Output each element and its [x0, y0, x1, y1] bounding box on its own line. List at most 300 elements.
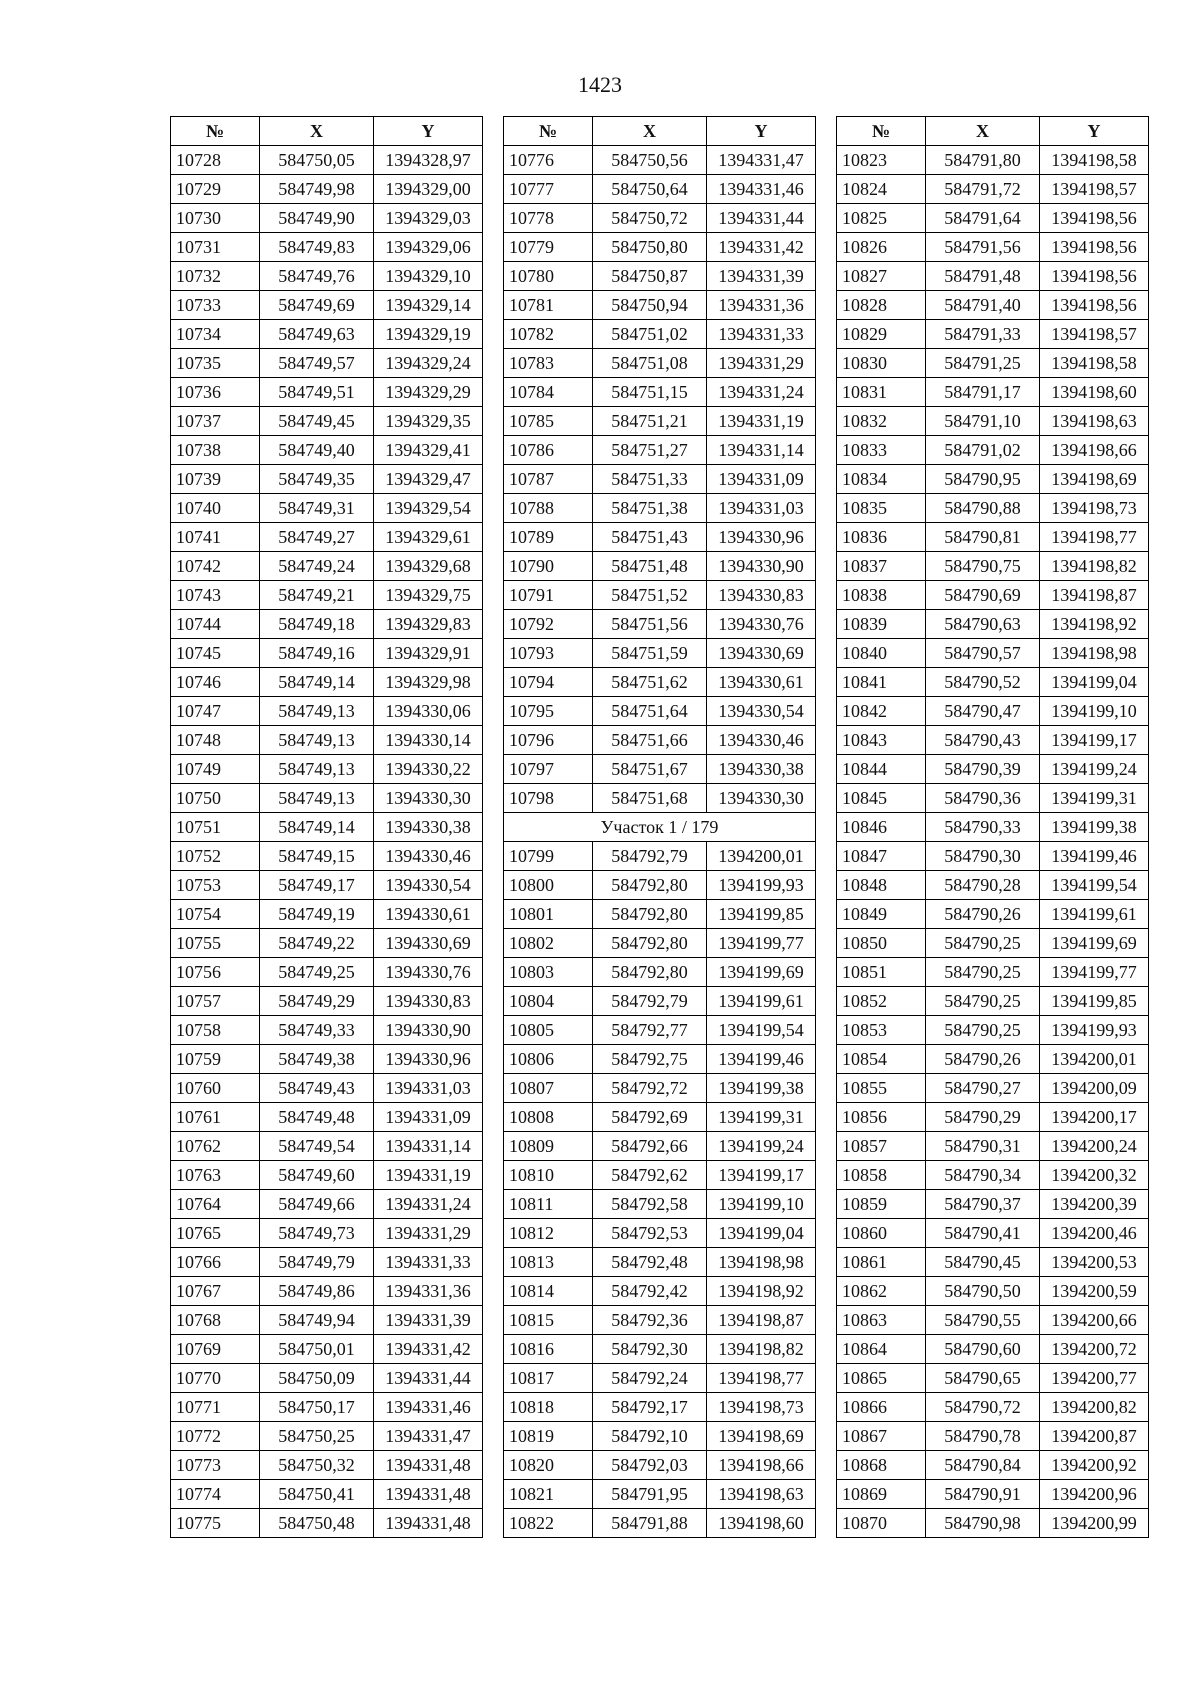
y-coordinate-cell: 1394198,87	[707, 1306, 816, 1335]
point-number-cell: 10757	[171, 987, 260, 1016]
table-row	[171, 204, 483, 233]
point-number-cell: 10741	[171, 523, 260, 552]
table-row	[171, 1190, 483, 1219]
table-header-row	[504, 117, 816, 146]
x-coordinate-cell: 584790,65	[926, 1364, 1040, 1393]
y-coordinate-cell: 1394330,90	[374, 1016, 483, 1045]
y-coordinate-cell: 1394198,66	[1040, 436, 1149, 465]
x-coordinate-cell: 584749,94	[260, 1306, 374, 1335]
x-coordinate-cell: 584791,25	[926, 349, 1040, 378]
x-coordinate-cell: 584790,36	[926, 784, 1040, 813]
y-coordinate-cell: 1394330,14	[374, 726, 483, 755]
table-row	[171, 1132, 483, 1161]
table-row	[837, 1074, 1149, 1103]
x-coordinate-cell: 584749,54	[260, 1132, 374, 1161]
y-coordinate-cell: 1394329,00	[374, 175, 483, 204]
point-number-cell: 10817	[504, 1364, 593, 1393]
x-coordinate-cell: 584790,84	[926, 1451, 1040, 1480]
y-coordinate-cell: 1394198,63	[1040, 407, 1149, 436]
x-coordinate-cell: 584790,25	[926, 1016, 1040, 1045]
table-row	[837, 1335, 1149, 1364]
table-row	[504, 1103, 816, 1132]
point-number-cell: 10731	[171, 233, 260, 262]
point-number-cell: 10781	[504, 291, 593, 320]
y-coordinate-cell: 1394199,31	[1040, 784, 1149, 813]
point-number-cell: 10753	[171, 871, 260, 900]
table-row	[837, 1364, 1149, 1393]
point-number-cell: 10828	[837, 291, 926, 320]
table-row	[171, 1480, 483, 1509]
table-row	[504, 1277, 816, 1306]
table-row	[504, 842, 816, 871]
x-coordinate-cell: 584792,75	[593, 1045, 707, 1074]
table-row	[837, 1306, 1149, 1335]
point-number-cell: 10844	[837, 755, 926, 784]
table-row	[837, 958, 1149, 987]
point-number-cell: 10737	[171, 407, 260, 436]
table-row	[504, 378, 816, 407]
point-number-cell: 10758	[171, 1016, 260, 1045]
table-row	[837, 233, 1149, 262]
y-coordinate-cell: 1394198,60	[1040, 378, 1149, 407]
x-coordinate-cell: 584792,58	[593, 1190, 707, 1219]
point-number-cell: 10837	[837, 552, 926, 581]
table-row	[837, 755, 1149, 784]
x-coordinate-cell: 584749,24	[260, 552, 374, 581]
x-coordinate-cell: 584751,68	[593, 784, 707, 813]
y-coordinate-cell: 1394330,76	[707, 610, 816, 639]
table-row	[837, 610, 1149, 639]
x-coordinate-cell: 584749,13	[260, 697, 374, 726]
point-number-cell: 10745	[171, 639, 260, 668]
point-number-cell: 10839	[837, 610, 926, 639]
y-coordinate-cell: 1394198,82	[1040, 552, 1149, 581]
x-coordinate-cell: 584751,59	[593, 639, 707, 668]
table-row	[504, 1393, 816, 1422]
table-row	[171, 233, 483, 262]
x-coordinate-cell: 584749,48	[260, 1103, 374, 1132]
x-coordinate-cell: 584791,95	[593, 1480, 707, 1509]
x-coordinate-cell: 584749,83	[260, 233, 374, 262]
x-coordinate-cell: 584751,43	[593, 523, 707, 552]
x-coordinate-cell: 584750,17	[260, 1393, 374, 1422]
point-number-cell: 10835	[837, 494, 926, 523]
x-coordinate-cell: 584792,42	[593, 1277, 707, 1306]
x-coordinate-cell: 584751,27	[593, 436, 707, 465]
table-row	[171, 813, 483, 842]
point-number-cell: 10858	[837, 1161, 926, 1190]
point-number-cell: 10748	[171, 726, 260, 755]
table-row	[837, 204, 1149, 233]
point-number-cell: 10739	[171, 465, 260, 494]
y-coordinate-cell: 1394330,61	[707, 668, 816, 697]
table-row	[504, 1480, 816, 1509]
point-number-cell: 10751	[171, 813, 260, 842]
table-row	[171, 755, 483, 784]
x-coordinate-cell: 584790,28	[926, 871, 1040, 900]
table-row	[837, 1045, 1149, 1074]
point-number-cell: 10752	[171, 842, 260, 871]
point-number-cell: 10814	[504, 1277, 593, 1306]
page-number: 1423	[578, 72, 622, 97]
x-coordinate-cell: 584791,64	[926, 204, 1040, 233]
x-coordinate-cell: 584790,57	[926, 639, 1040, 668]
header-x: X	[926, 117, 1040, 146]
x-coordinate-cell: 584790,63	[926, 610, 1040, 639]
point-number-cell: 10861	[837, 1248, 926, 1277]
y-coordinate-cell: 1394198,77	[707, 1364, 816, 1393]
x-coordinate-cell: 584751,21	[593, 407, 707, 436]
point-number-cell: 10804	[504, 987, 593, 1016]
point-number-cell: 10860	[837, 1219, 926, 1248]
y-coordinate-cell: 1394331,14	[374, 1132, 483, 1161]
table-row	[837, 1451, 1149, 1480]
x-coordinate-cell: 584792,66	[593, 1132, 707, 1161]
x-coordinate-cell: 584790,69	[926, 581, 1040, 610]
point-number-cell: 10853	[837, 1016, 926, 1045]
header-no: №	[171, 117, 260, 146]
x-coordinate-cell: 584790,72	[926, 1393, 1040, 1422]
x-coordinate-cell: 584791,17	[926, 378, 1040, 407]
point-number-cell: 10856	[837, 1103, 926, 1132]
y-coordinate-cell: 1394200,01	[1040, 1045, 1149, 1074]
y-coordinate-cell: 1394199,46	[707, 1045, 816, 1074]
point-number-cell: 10849	[837, 900, 926, 929]
y-coordinate-cell: 1394199,38	[707, 1074, 816, 1103]
point-number-cell: 10793	[504, 639, 593, 668]
table-row	[837, 668, 1149, 697]
table-row	[837, 523, 1149, 552]
point-number-cell: 10818	[504, 1393, 593, 1422]
y-coordinate-cell: 1394330,22	[374, 755, 483, 784]
y-coordinate-cell: 1394198,77	[1040, 523, 1149, 552]
x-coordinate-cell: 584749,73	[260, 1219, 374, 1248]
y-coordinate-cell: 1394199,54	[707, 1016, 816, 1045]
point-number-cell: 10830	[837, 349, 926, 378]
point-number-cell: 10754	[171, 900, 260, 929]
y-coordinate-cell: 1394200,66	[1040, 1306, 1149, 1335]
x-coordinate-cell: 584749,76	[260, 262, 374, 291]
y-coordinate-cell: 1394331,09	[374, 1103, 483, 1132]
x-coordinate-cell: 584790,39	[926, 755, 1040, 784]
point-number-cell: 10744	[171, 610, 260, 639]
x-coordinate-cell: 584790,26	[926, 900, 1040, 929]
y-coordinate-cell: 1394331,47	[374, 1422, 483, 1451]
point-number-cell: 10749	[171, 755, 260, 784]
y-coordinate-cell: 1394199,17	[1040, 726, 1149, 755]
x-coordinate-cell: 584792,62	[593, 1161, 707, 1190]
point-number-cell: 10838	[837, 581, 926, 610]
y-coordinate-cell: 1394331,19	[707, 407, 816, 436]
y-coordinate-cell: 1394198,63	[707, 1480, 816, 1509]
table-row	[171, 494, 483, 523]
point-number-cell: 10763	[171, 1161, 260, 1190]
y-coordinate-cell: 1394199,93	[707, 871, 816, 900]
x-coordinate-cell: 584792,17	[593, 1393, 707, 1422]
table-row	[171, 639, 483, 668]
point-number-cell: 10842	[837, 697, 926, 726]
y-coordinate-cell: 1394331,33	[707, 320, 816, 349]
y-coordinate-cell: 1394198,92	[707, 1277, 816, 1306]
table-row	[171, 1161, 483, 1190]
point-number-cell: 10778	[504, 204, 593, 233]
table-row	[504, 436, 816, 465]
point-number-cell: 10787	[504, 465, 593, 494]
table-row	[504, 581, 816, 610]
point-number-cell: 10825	[837, 204, 926, 233]
table-row	[504, 1016, 816, 1045]
point-number-cell: 10855	[837, 1074, 926, 1103]
x-coordinate-cell: 584792,03	[593, 1451, 707, 1480]
point-number-cell: 10795	[504, 697, 593, 726]
y-coordinate-cell: 1394330,76	[374, 958, 483, 987]
point-number-cell: 10819	[504, 1422, 593, 1451]
y-coordinate-cell: 1394200,09	[1040, 1074, 1149, 1103]
table-row	[837, 842, 1149, 871]
table-row	[504, 349, 816, 378]
table-row	[837, 1480, 1149, 1509]
point-number-cell: 10797	[504, 755, 593, 784]
table-row	[504, 755, 816, 784]
x-coordinate-cell: 584749,16	[260, 639, 374, 668]
x-coordinate-cell: 584749,69	[260, 291, 374, 320]
x-coordinate-cell: 584749,86	[260, 1277, 374, 1306]
coordinates-table-2	[503, 116, 816, 1538]
table-row	[504, 1451, 816, 1480]
y-coordinate-cell: 1394198,69	[707, 1422, 816, 1451]
table-row	[504, 610, 816, 639]
x-coordinate-cell: 584749,14	[260, 813, 374, 842]
y-coordinate-cell: 1394331,29	[707, 349, 816, 378]
point-number-cell: 10847	[837, 842, 926, 871]
y-coordinate-cell: 1394329,47	[374, 465, 483, 494]
point-number-cell: 10851	[837, 958, 926, 987]
point-number-cell: 10774	[171, 1480, 260, 1509]
x-coordinate-cell: 584792,53	[593, 1219, 707, 1248]
table-row	[171, 1335, 483, 1364]
table-row	[171, 1248, 483, 1277]
y-coordinate-cell: 1394329,14	[374, 291, 483, 320]
header-no: №	[504, 117, 593, 146]
y-coordinate-cell: 1394331,46	[707, 175, 816, 204]
table-row	[171, 726, 483, 755]
point-number-cell: 10870	[837, 1509, 926, 1538]
y-coordinate-cell: 1394198,82	[707, 1335, 816, 1364]
section-label: Участок 1 / 179	[504, 813, 816, 842]
y-coordinate-cell: 1394331,39	[374, 1306, 483, 1335]
x-coordinate-cell: 584749,79	[260, 1248, 374, 1277]
table-row	[837, 871, 1149, 900]
point-number-cell: 10783	[504, 349, 593, 378]
y-coordinate-cell: 1394331,39	[707, 262, 816, 291]
point-number-cell: 10805	[504, 1016, 593, 1045]
y-coordinate-cell: 1394329,35	[374, 407, 483, 436]
y-coordinate-cell: 1394329,98	[374, 668, 483, 697]
x-coordinate-cell: 584751,67	[593, 755, 707, 784]
x-coordinate-cell: 584751,66	[593, 726, 707, 755]
y-coordinate-cell: 1394200,59	[1040, 1277, 1149, 1306]
y-coordinate-cell: 1394329,91	[374, 639, 483, 668]
point-number-cell: 10857	[837, 1132, 926, 1161]
point-number-cell: 10771	[171, 1393, 260, 1422]
point-number-cell: 10808	[504, 1103, 593, 1132]
table-row	[837, 726, 1149, 755]
point-number-cell: 10810	[504, 1161, 593, 1190]
table-row	[504, 668, 816, 697]
x-coordinate-cell: 584751,33	[593, 465, 707, 494]
table-row	[504, 726, 816, 755]
x-coordinate-cell: 584750,87	[593, 262, 707, 291]
y-coordinate-cell: 1394199,17	[707, 1161, 816, 1190]
x-coordinate-cell: 584792,24	[593, 1364, 707, 1393]
point-number-cell: 10740	[171, 494, 260, 523]
y-coordinate-cell: 1394199,61	[707, 987, 816, 1016]
y-coordinate-cell: 1394331,42	[374, 1335, 483, 1364]
y-coordinate-cell: 1394329,54	[374, 494, 483, 523]
y-coordinate-cell: 1394199,69	[707, 958, 816, 987]
y-coordinate-cell: 1394198,92	[1040, 610, 1149, 639]
y-coordinate-cell: 1394331,24	[707, 378, 816, 407]
y-coordinate-cell: 1394199,38	[1040, 813, 1149, 842]
x-coordinate-cell: 584749,90	[260, 204, 374, 233]
x-coordinate-cell: 584790,25	[926, 987, 1040, 1016]
y-coordinate-cell: 1394199,31	[707, 1103, 816, 1132]
x-coordinate-cell: 584749,38	[260, 1045, 374, 1074]
point-number-cell: 10800	[504, 871, 593, 900]
point-number-cell: 10755	[171, 929, 260, 958]
y-coordinate-cell: 1394199,10	[1040, 697, 1149, 726]
table-row	[837, 1219, 1149, 1248]
y-coordinate-cell: 1394198,56	[1040, 204, 1149, 233]
table-row	[504, 1219, 816, 1248]
x-coordinate-cell: 584751,08	[593, 349, 707, 378]
point-number-cell: 10761	[171, 1103, 260, 1132]
point-number-cell: 10812	[504, 1219, 593, 1248]
y-coordinate-cell: 1394198,87	[1040, 581, 1149, 610]
y-coordinate-cell: 1394200,77	[1040, 1364, 1149, 1393]
table-row	[171, 987, 483, 1016]
y-coordinate-cell: 1394198,60	[707, 1509, 816, 1538]
y-coordinate-cell: 1394331,24	[374, 1190, 483, 1219]
point-number-cell: 10823	[837, 146, 926, 175]
table-row	[171, 291, 483, 320]
y-coordinate-cell: 1394331,19	[374, 1161, 483, 1190]
x-coordinate-cell: 584790,91	[926, 1480, 1040, 1509]
header-y: Y	[1040, 117, 1149, 146]
table-row	[171, 581, 483, 610]
y-coordinate-cell: 1394331,36	[374, 1277, 483, 1306]
point-number-cell: 10867	[837, 1422, 926, 1451]
y-coordinate-cell: 1394200,99	[1040, 1509, 1149, 1538]
point-number-cell: 10833	[837, 436, 926, 465]
y-coordinate-cell: 1394199,61	[1040, 900, 1149, 929]
x-coordinate-cell: 584791,40	[926, 291, 1040, 320]
table-row	[504, 407, 816, 436]
table-row	[504, 1132, 816, 1161]
table-row	[504, 552, 816, 581]
x-coordinate-cell: 584750,05	[260, 146, 374, 175]
y-coordinate-cell: 1394330,83	[707, 581, 816, 610]
x-coordinate-cell: 584792,80	[593, 871, 707, 900]
x-coordinate-cell: 584792,30	[593, 1335, 707, 1364]
table-row	[171, 1219, 483, 1248]
table-row	[171, 1277, 483, 1306]
table-row	[504, 1190, 816, 1219]
x-coordinate-cell: 584790,25	[926, 958, 1040, 987]
y-coordinate-cell: 1394198,57	[1040, 175, 1149, 204]
point-number-cell: 10826	[837, 233, 926, 262]
y-coordinate-cell: 1394329,06	[374, 233, 483, 262]
x-coordinate-cell: 584791,48	[926, 262, 1040, 291]
y-coordinate-cell: 1394331,33	[374, 1248, 483, 1277]
x-coordinate-cell: 584750,64	[593, 175, 707, 204]
table-row	[504, 1045, 816, 1074]
y-coordinate-cell: 1394199,77	[1040, 958, 1149, 987]
x-coordinate-cell: 584792,80	[593, 900, 707, 929]
header-no: №	[837, 117, 926, 146]
point-number-cell: 10762	[171, 1132, 260, 1161]
y-coordinate-cell: 1394200,96	[1040, 1480, 1149, 1509]
point-number-cell: 10824	[837, 175, 926, 204]
x-coordinate-cell: 584751,15	[593, 378, 707, 407]
table-row	[504, 465, 816, 494]
y-coordinate-cell: 1394330,46	[707, 726, 816, 755]
point-number-cell: 10843	[837, 726, 926, 755]
point-number-cell: 10831	[837, 378, 926, 407]
table-row	[837, 146, 1149, 175]
table-row	[171, 1364, 483, 1393]
y-coordinate-cell: 1394200,82	[1040, 1393, 1149, 1422]
y-coordinate-cell: 1394198,98	[1040, 639, 1149, 668]
y-coordinate-cell: 1394331,09	[707, 465, 816, 494]
y-coordinate-cell: 1394199,77	[707, 929, 816, 958]
x-coordinate-cell: 584749,29	[260, 987, 374, 1016]
table-row	[171, 842, 483, 871]
table-row	[837, 1132, 1149, 1161]
coordinates-table-1	[170, 116, 483, 1538]
y-coordinate-cell: 1394200,92	[1040, 1451, 1149, 1480]
point-number-cell: 10735	[171, 349, 260, 378]
table-row	[171, 1016, 483, 1045]
y-coordinate-cell: 1394330,69	[374, 929, 483, 958]
point-number-cell: 10802	[504, 929, 593, 958]
y-coordinate-cell: 1394198,66	[707, 1451, 816, 1480]
point-number-cell: 10760	[171, 1074, 260, 1103]
y-coordinate-cell: 1394331,48	[374, 1480, 483, 1509]
x-coordinate-cell: 584790,45	[926, 1248, 1040, 1277]
y-coordinate-cell: 1394330,90	[707, 552, 816, 581]
y-coordinate-cell: 1394199,04	[1040, 668, 1149, 697]
y-coordinate-cell: 1394331,03	[707, 494, 816, 523]
point-number-cell: 10750	[171, 784, 260, 813]
point-number-cell: 10770	[171, 1364, 260, 1393]
x-coordinate-cell: 584749,13	[260, 726, 374, 755]
point-number-cell: 10736	[171, 378, 260, 407]
table-header-row	[837, 117, 1149, 146]
x-coordinate-cell: 584749,22	[260, 929, 374, 958]
point-number-cell: 10796	[504, 726, 593, 755]
x-coordinate-cell: 584750,94	[593, 291, 707, 320]
x-coordinate-cell: 584790,52	[926, 668, 1040, 697]
y-coordinate-cell: 1394198,58	[1040, 146, 1149, 175]
x-coordinate-cell: 584791,72	[926, 175, 1040, 204]
point-number-cell: 10850	[837, 929, 926, 958]
point-number-cell: 10799	[504, 842, 593, 871]
x-coordinate-cell: 584749,43	[260, 1074, 374, 1103]
x-coordinate-cell: 584749,14	[260, 668, 374, 697]
x-coordinate-cell: 584790,25	[926, 929, 1040, 958]
point-number-cell: 10809	[504, 1132, 593, 1161]
